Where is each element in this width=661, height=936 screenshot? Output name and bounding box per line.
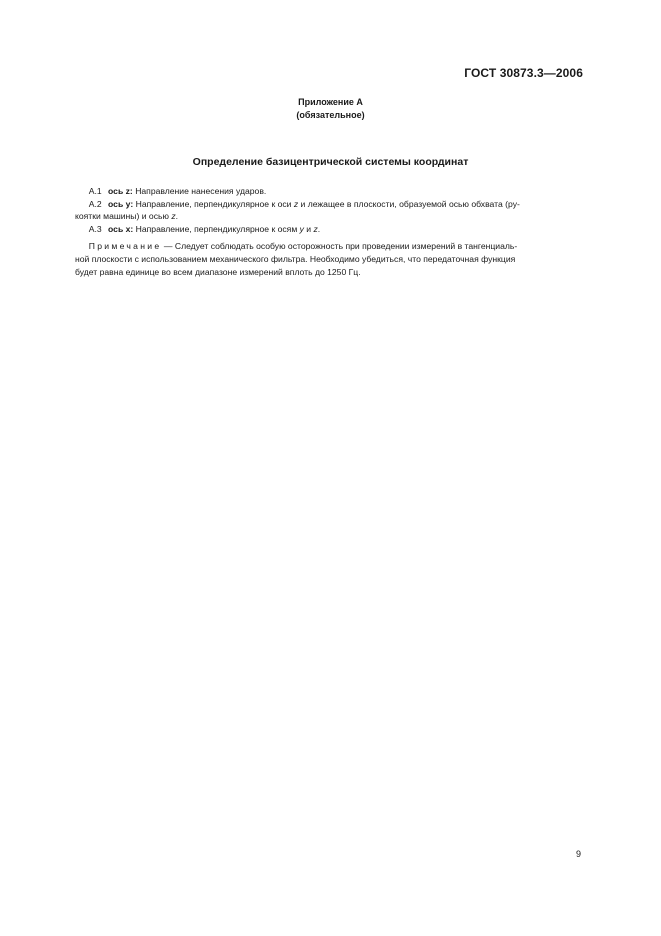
annex-heading	[0, 96, 661, 122]
item-term: ось x:	[108, 223, 134, 234]
document-code: ГОСТ 30873.3—2006	[464, 66, 583, 80]
axis-symbol: z	[293, 198, 299, 209]
item-number: А.1	[88, 186, 102, 196]
item-text: коятки машины) и осью	[75, 211, 172, 222]
note-label: Примечание	[88, 241, 162, 252]
note-dash: —	[163, 241, 173, 252]
note-text: Следует соблюдать особую осторожность при проведении измерений в тангенциаль-	[174, 241, 518, 252]
item-number: А.3	[88, 223, 102, 234]
page-number: 9	[575, 849, 581, 859]
item-text: .	[317, 223, 321, 234]
item-text: и	[303, 223, 314, 234]
item-text: Направление, перпендикулярное к осям	[135, 223, 300, 234]
item-a2	[75, 198, 583, 223]
annex-status: (обязательное)	[296, 110, 365, 120]
item-a1	[75, 185, 583, 198]
note	[75, 240, 583, 278]
axis-symbol: z	[313, 223, 318, 234]
note-text: ной плоскости с использованием механического фильтра. Необходимо убедиться, что передаточная функция	[75, 253, 516, 264]
item-text: Направление, перпендикулярное к оси	[135, 198, 294, 209]
axis-symbol: z	[171, 211, 176, 222]
axis-symbol: y	[299, 223, 304, 234]
item-term: ось y:	[108, 198, 134, 209]
item-text: и лежащее в плоскости, образуемой осью обхвата (ру-	[298, 198, 520, 209]
item-term: ось z:	[108, 186, 133, 196]
item-a3	[75, 223, 583, 236]
body-text	[75, 185, 583, 278]
annex-title: Приложение А	[298, 97, 363, 107]
section-title: Определение базицентрической системы координат	[192, 156, 469, 168]
note-text: будет равна единице во всем диапазоне измерений вплоть до 1250 Гц.	[75, 266, 361, 277]
item-number: А.2	[88, 198, 102, 209]
item-text: .	[175, 211, 178, 222]
item-text: Направление нанесения ударов.	[135, 186, 267, 196]
